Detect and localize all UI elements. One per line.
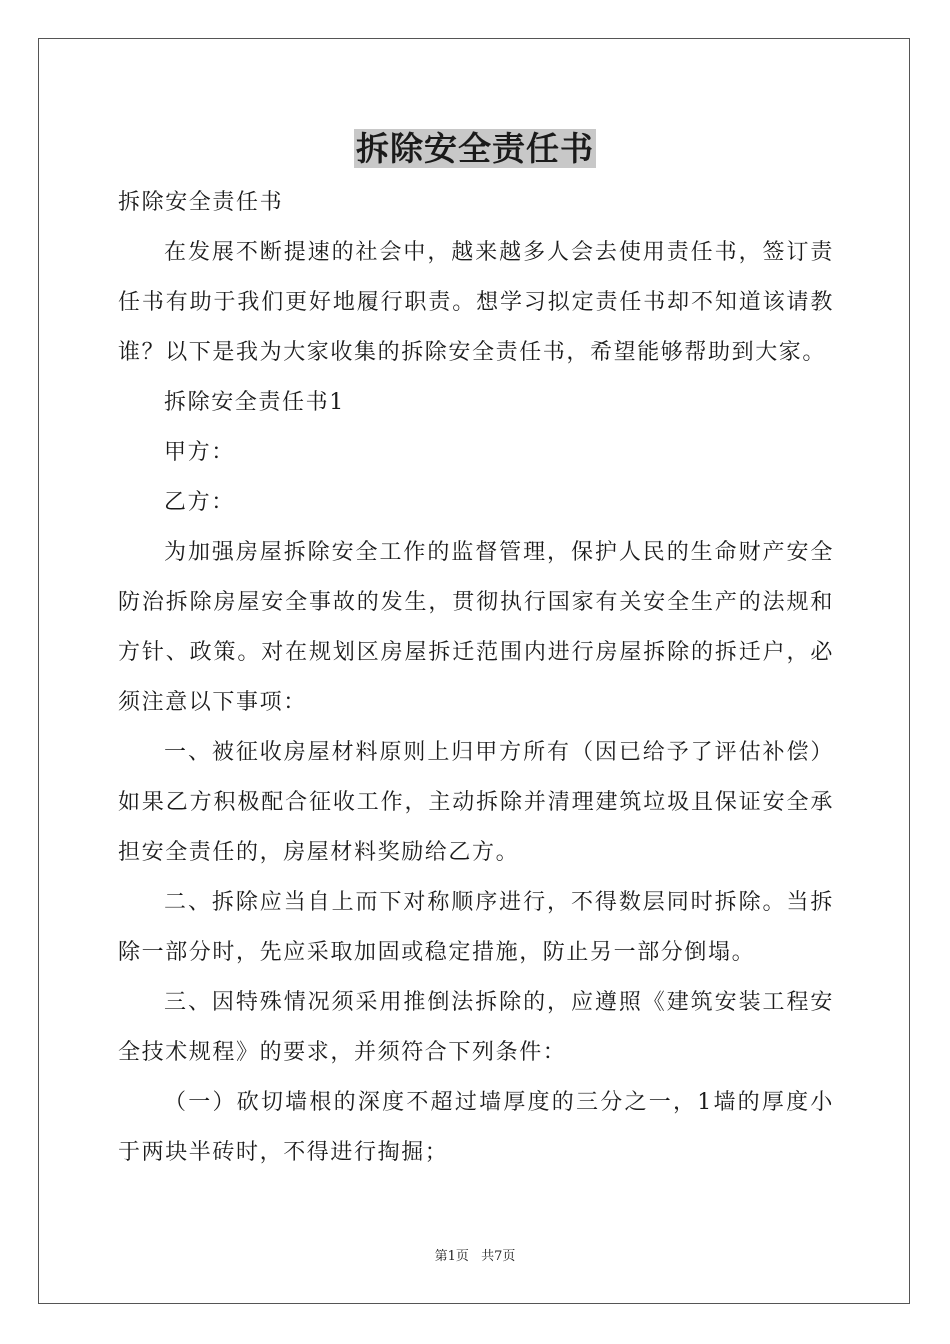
party-a-label: 甲方： <box>164 440 235 465</box>
page-footer <box>0 1248 950 1266</box>
purpose-paragraph: 为加强房屋拆除安全工作的监督管理，保护人民的生命财产安全防治拆除房屋安全事故的发生，贯彻执行国家有关安全生产的法规和方针、政策。对在规划区房屋拆迁范围内进行房屋拆除的拆迁户，必须注意以下事项： <box>118 540 834 715</box>
clause-1: 一、被征收房屋材料原则上归甲方所有（因已给予了评估补偿）如果乙方积极配合征收工作，主动拆除并清理建筑垃圾且保证安全承担安全责任的，房屋材料奖励给乙方。 <box>118 740 834 865</box>
clause-3: 三、因特殊情况须采用推倒法拆除的，应遵照《建筑安装工程安全技术规程》的要求，并须符合下列条件： <box>118 990 834 1065</box>
body-heading: 拆除安全责任书 <box>118 190 284 215</box>
clause-2: 二、拆除应当自上而下对称顺序进行，不得数层同时拆除。当拆除一部分时，先应采取加固或稳定措施，防止另一部分倒塌。 <box>118 890 834 965</box>
clause-3-item-1: （一）砍切墙根的深度不超过墙厚度的三分之一，1墙的厚度小于两块半砖时，不得进行掏掘； <box>118 1090 834 1165</box>
intro-paragraph: 在发展不断提速的社会中，越来越多人会去使用责任书，签订责任书有助于我们更好地履行职责。想学习拟定责任书却不知道该请教谁？以下是我为大家收集的拆除安全责任书，希望能够帮助到大家。 <box>118 240 834 365</box>
page-number: 第1页 <box>434 1249 469 1264</box>
document-title <box>0 127 950 171</box>
document-title-text: 拆除安全责任书 <box>356 129 594 168</box>
section-heading: 拆除安全责任书1 <box>164 390 345 415</box>
document-body <box>118 178 834 1178</box>
party-b-label: 乙方： <box>164 490 235 515</box>
page-total: 共7页 <box>481 1249 516 1264</box>
